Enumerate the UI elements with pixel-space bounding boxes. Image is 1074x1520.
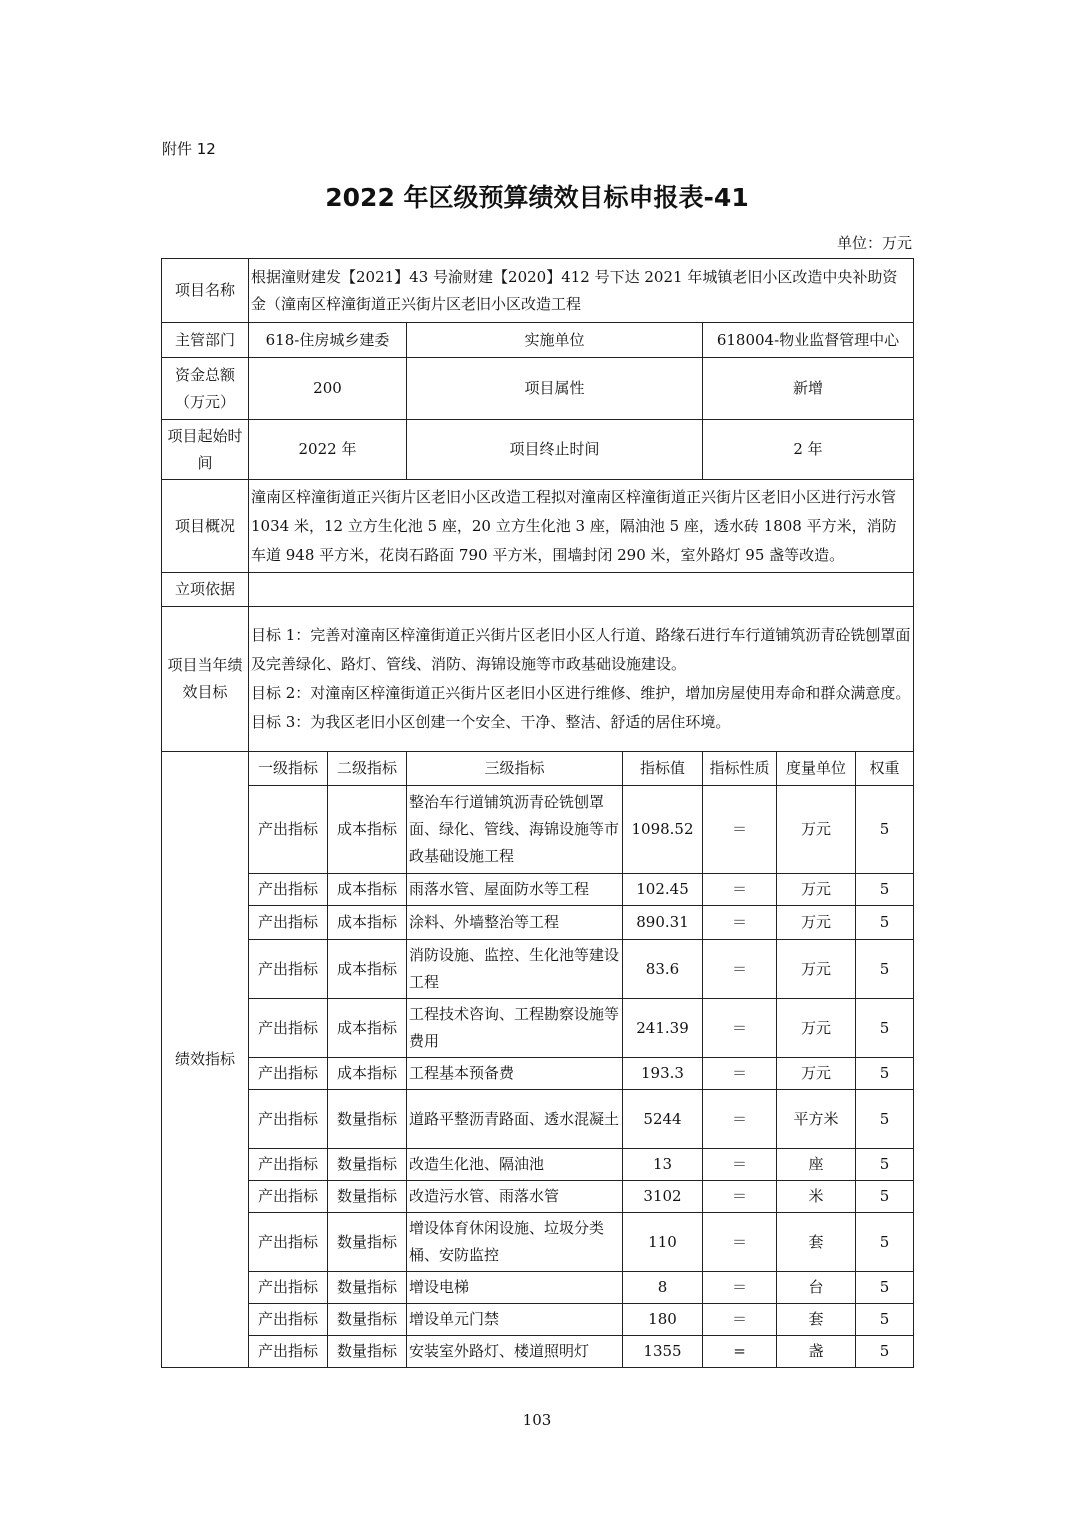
cell-l2: 成本指标 — [328, 940, 407, 999]
cell-l2: 数量指标 — [328, 1181, 407, 1213]
impl-value: 618004-物业监督管理中心 — [703, 323, 914, 358]
fund-label: 资金总额（万元） — [162, 358, 249, 420]
cell-unit: 台 — [777, 1272, 856, 1304]
table-row — [162, 1090, 914, 1149]
row-fund — [162, 358, 914, 420]
goal-item: 目标 2：对潼南区梓潼街道正兴街片区老旧小区进行维修、维护，增加房屋使用寿命和群众满意度。 — [251, 684, 911, 702]
header-cell: 指标性质 — [703, 752, 777, 786]
cell-l1: 产出指标 — [249, 1058, 328, 1090]
end-label: 项目终止时间 — [407, 420, 703, 480]
impl-label: 实施单位 — [407, 323, 703, 358]
cell-l3: 涂料、外墙整治等工程 — [407, 906, 623, 940]
goal-item: 目标 1：完善对潼南区梓潼街道正兴街片区老旧小区人行道、路缘石进行车行道铺筑沥青砼铣刨罩面及完善绿化、路灯、管线、消防、海锦设施等市政基础设施建设。 — [251, 626, 911, 673]
cell-nature: ＝ — [703, 1058, 777, 1090]
cell-unit: 盏 — [777, 1336, 856, 1368]
cell-weight: 5 — [856, 1181, 914, 1213]
cell-l3: 改造生化池、隔油池 — [407, 1149, 623, 1181]
cell-nature: ＝ — [703, 874, 777, 906]
cell-l3: 工程基本预备费 — [407, 1058, 623, 1090]
cell-value: 180 — [623, 1304, 703, 1336]
cell-weight: 5 — [856, 1149, 914, 1181]
start-label: 项目起始时间 — [162, 420, 249, 480]
cell-unit: 平方米 — [777, 1090, 856, 1149]
cell-l2: 数量指标 — [328, 1149, 407, 1181]
project-name-value: 根据潼财建发【2021】43 号渝财建【2020】412 号下达 2021 年城镇老旧小区改造中央补助资金（潼南区梓潼街道正兴街片区老旧小区改造工程 — [249, 259, 914, 323]
cell-weight: 5 — [856, 1090, 914, 1149]
row-goals — [162, 607, 914, 752]
cell-value: 110 — [623, 1213, 703, 1272]
cell-l1: 产出指标 — [249, 1304, 328, 1336]
dept-label: 主管部门 — [162, 323, 249, 358]
start-value: 2022 年 — [249, 420, 407, 480]
table-row — [162, 1272, 914, 1304]
cell-value: 3102 — [623, 1181, 703, 1213]
budget-performance-table — [161, 258, 914, 1368]
cell-l2: 成本指标 — [328, 906, 407, 940]
table-row — [162, 940, 914, 999]
cell-l3: 雨落水管、屋面防水等工程 — [407, 874, 623, 906]
cell-value: 102.45 — [623, 874, 703, 906]
cell-value: 83.6 — [623, 940, 703, 999]
cell-l2: 成本指标 — [328, 874, 407, 906]
cell-unit: 座 — [777, 1149, 856, 1181]
cell-nature: ＝ — [703, 1272, 777, 1304]
header-cell: 权重 — [856, 752, 914, 786]
cell-unit: 万元 — [777, 1058, 856, 1090]
end-value: 2 年 — [703, 420, 914, 480]
cell-l3: 安装室外路灯、楼道照明灯 — [407, 1336, 623, 1368]
cell-nature: ＝ — [703, 1181, 777, 1213]
attr-value: 新增 — [703, 358, 914, 420]
cell-l1: 产出指标 — [249, 1181, 328, 1213]
cell-unit: 套 — [777, 1213, 856, 1272]
perf-header-row — [162, 752, 914, 786]
cell-l2: 数量指标 — [328, 1213, 407, 1272]
cell-value: 8 — [623, 1272, 703, 1304]
cell-l2: 成本指标 — [328, 786, 407, 874]
cell-nature: ＝ — [703, 1149, 777, 1181]
cell-l3: 道路平整沥青路面、透水混凝土 — [407, 1090, 623, 1149]
cell-value: 1098.52 — [623, 786, 703, 874]
cell-nature: ＝ — [703, 786, 777, 874]
cell-nature: ＝ — [703, 906, 777, 940]
page-number: 103 — [522, 1411, 552, 1429]
cell-value: 1355 — [623, 1336, 703, 1368]
row-project-name — [162, 259, 914, 323]
cell-weight: 5 — [856, 1336, 914, 1368]
row-overview — [162, 480, 914, 573]
cell-weight: 5 — [856, 1272, 914, 1304]
cell-l2: 成本指标 — [328, 999, 407, 1058]
cell-unit: 米 — [777, 1181, 856, 1213]
cell-l3: 整治车行道铺筑沥青砼铣刨罩面、绿化、管线、海锦设施等市政基础设施工程 — [407, 786, 623, 874]
cell-l1: 产出指标 — [249, 999, 328, 1058]
cell-value: 241.39 — [623, 999, 703, 1058]
goal-list — [249, 607, 914, 752]
cell-nature: ＝ — [703, 999, 777, 1058]
cell-l1: 产出指标 — [249, 1272, 328, 1304]
table-row — [162, 874, 914, 906]
cell-l2: 成本指标 — [328, 1058, 407, 1090]
cell-nature: = — [703, 1336, 777, 1368]
cell-l1: 产出指标 — [249, 1213, 328, 1272]
overview-value: 潼南区梓潼街道正兴街片区老旧小区改造工程拟对潼南区梓潼街道正兴街片区老旧小区进行污水管 1034 米，12 立方生化池 5 座，20 立方生化池 3 座，隔油池 5 座，透水砖 1808 平方米，消防车道 948 平方米，花岗石路面 790 平方米，围墙封闭 290 米，室外路灯 95 盏等改造。 — [249, 480, 914, 573]
fund-value: 200 — [249, 358, 407, 420]
row-department — [162, 323, 914, 358]
cell-unit: 万元 — [777, 999, 856, 1058]
cell-l3: 消防设施、监控、生化池等建设工程 — [407, 940, 623, 999]
cell-weight: 5 — [856, 940, 914, 999]
attr-label: 项目属性 — [407, 358, 703, 420]
cell-weight: 5 — [856, 874, 914, 906]
cell-l2: 数量指标 — [328, 1336, 407, 1368]
table-row — [162, 1213, 914, 1272]
cell-l1: 产出指标 — [249, 1090, 328, 1149]
cell-weight: 5 — [856, 906, 914, 940]
table-row — [162, 1181, 914, 1213]
cell-l2: 数量指标 — [328, 1090, 407, 1149]
unit-note: 单位：万元 — [836, 234, 912, 252]
cell-weight: 5 — [856, 999, 914, 1058]
cell-l3: 改造污水管、雨落水管 — [407, 1181, 623, 1213]
cell-value: 13 — [623, 1149, 703, 1181]
goal-label: 项目当年绩效目标 — [162, 607, 249, 752]
header-cell: 度量单位 — [777, 752, 856, 786]
cell-unit: 万元 — [777, 874, 856, 906]
header-cell: 一级指标 — [249, 752, 328, 786]
annex-label: 附件 12 — [162, 140, 216, 158]
table-row — [162, 1304, 914, 1336]
table-row — [162, 999, 914, 1058]
cell-l1: 产出指标 — [249, 786, 328, 874]
dept-value: 618-住房城乡建委 — [249, 323, 407, 358]
cell-weight: 5 — [856, 1213, 914, 1272]
cell-value: 193.3 — [623, 1058, 703, 1090]
table-row — [162, 906, 914, 940]
cell-l1: 产出指标 — [249, 874, 328, 906]
header-cell: 三级指标 — [407, 752, 623, 786]
basis-label: 立项依据 — [162, 573, 249, 607]
overview-label: 项目概况 — [162, 480, 249, 573]
cell-unit: 套 — [777, 1304, 856, 1336]
header-cell: 指标值 — [623, 752, 703, 786]
cell-weight: 5 — [856, 1058, 914, 1090]
cell-l1: 产出指标 — [249, 1149, 328, 1181]
table-row — [162, 1058, 914, 1090]
cell-nature: ＝ — [703, 1213, 777, 1272]
page-title: 2022 年区级预算绩效目标申报表-41 — [325, 183, 749, 212]
cell-unit: 万元 — [777, 906, 856, 940]
table-row — [162, 786, 914, 874]
cell-value: 890.31 — [623, 906, 703, 940]
cell-weight: 5 — [856, 786, 914, 874]
goal-item: 目标 3：为我区老旧小区创建一个安全、干净、整洁、舒适的居住环境。 — [251, 713, 731, 731]
cell-l2: 数量指标 — [328, 1272, 407, 1304]
cell-l3: 增设电梯 — [407, 1272, 623, 1304]
table-row — [162, 1336, 914, 1368]
header-cell: 二级指标 — [328, 752, 407, 786]
perf-label: 绩效指标 — [162, 752, 249, 1368]
basis-value — [249, 573, 914, 607]
cell-unit: 万元 — [777, 940, 856, 999]
cell-nature: ＝ — [703, 940, 777, 999]
cell-l2: 数量指标 — [328, 1304, 407, 1336]
cell-value: 5244 — [623, 1090, 703, 1149]
row-basis — [162, 573, 914, 607]
cell-nature: ＝ — [703, 1090, 777, 1149]
row-time — [162, 420, 914, 480]
cell-l3: 工程技术咨询、工程勘察设施等费用 — [407, 999, 623, 1058]
cell-l3: 增设体育休闲设施、垃圾分类桶、安防监控 — [407, 1213, 623, 1272]
cell-weight: 5 — [856, 1304, 914, 1336]
cell-l3: 增设单元门禁 — [407, 1304, 623, 1336]
cell-l1: 产出指标 — [249, 906, 328, 940]
cell-l1: 产出指标 — [249, 1336, 328, 1368]
cell-l1: 产出指标 — [249, 940, 328, 999]
project-name-label: 项目名称 — [162, 259, 249, 323]
cell-nature: ＝ — [703, 1304, 777, 1336]
table-row — [162, 1149, 914, 1181]
cell-unit: 万元 — [777, 786, 856, 874]
